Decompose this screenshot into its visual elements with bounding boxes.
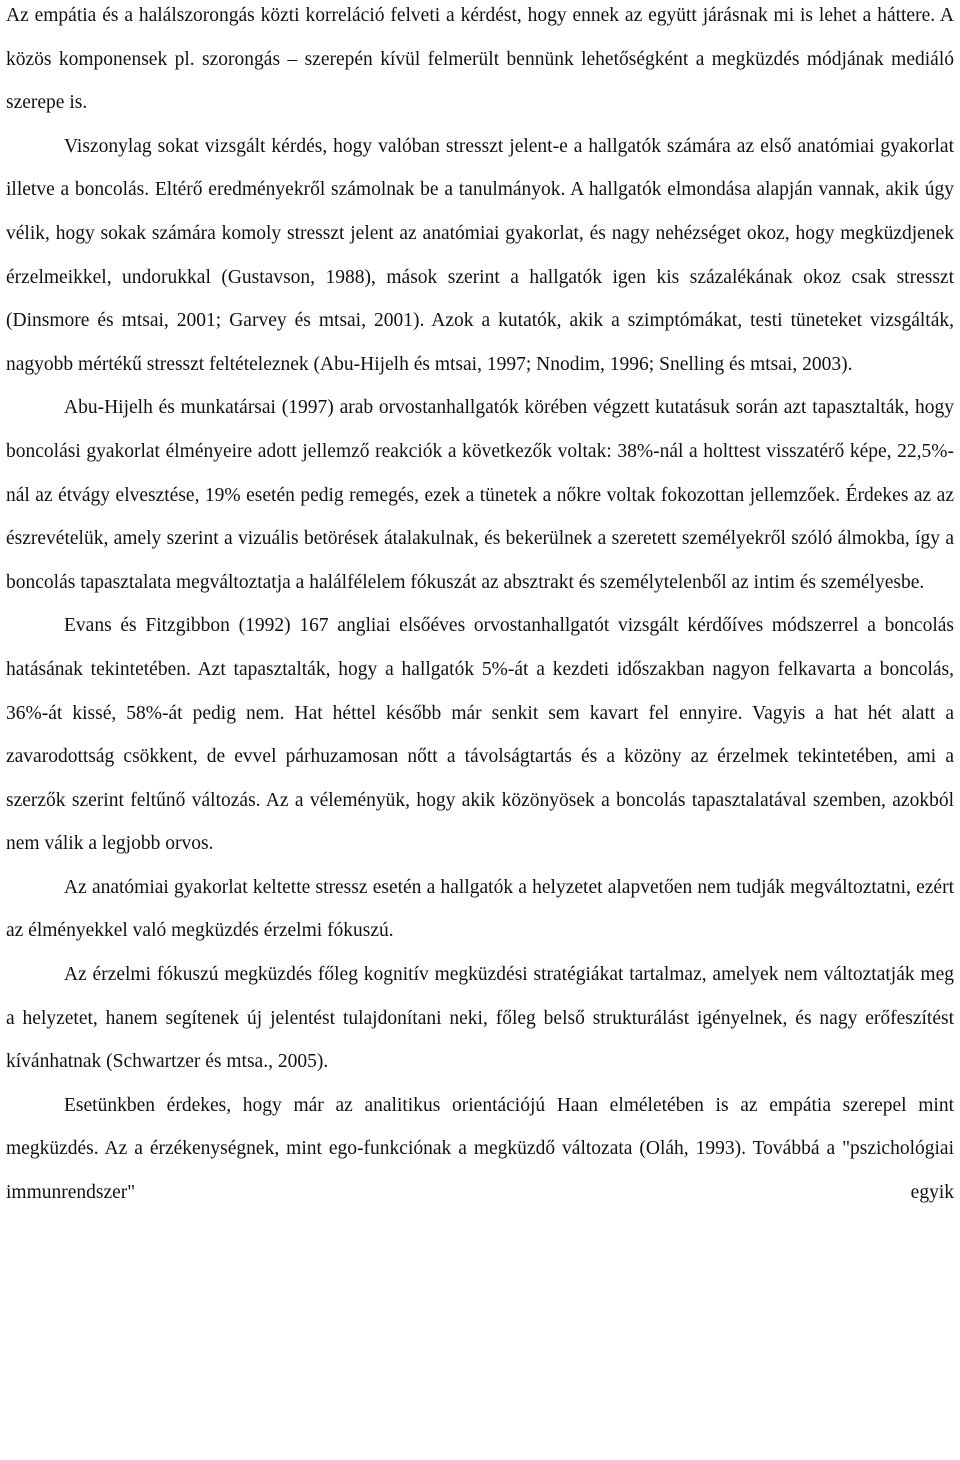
paragraph-5: Az anatómiai gyakorlat keltette stressz esetén a hallgatók a helyzetet alapvetően nem tudják megváltoztatni, ezért az élményekkel való megküzdés érzelmi fókuszú.	[6, 876, 954, 942]
paragraph-1: Az empátia és a halálszorongás közti korreláció felveti a kérdést, hogy ennek az együtt járásnak mi is lehet a háttere. A közös komponensek pl. szorongás – szerepén kívül felmerült bennünk lehetőségként a megküzdés módjának mediáló szerepe is.	[6, 5, 954, 114]
paragraph-6: Az érzelmi fókuszú megküzdés főleg kognitív megküzdési stratégiákat tartalmaz, amelyek nem változtatják meg a helyzetet, hanem segítenek új jelentést tulajdonítani neki, főleg belső strukturálást igényelnek, és nagy erőfeszítést kívánhatnak (Schwartzer és mtsa., 2005).	[6, 964, 954, 1073]
paragraph-4: Evans és Fitzgibbon (1992) 167 angliai elsőéves orvostanhallgatót vizsgált kérdőíves módszerrel a boncolás hatásának tekintetében. Azt tapasztalták, hogy a hallgatók 5%-át a kezdeti időszakban nagyon felkavarta a boncolás, 36%-át kissé, 58%-át pedig nem. Hat héttel később már senkit sem kavart fel ennyire. Vagyis a hat hét alatt a zavarodottság csökkent, de evvel párhuzamosan nőtt a távolságtartás és a közöny az érzelmek tekintetében, ami a szerzők szerint feltűnő változás. Az a véleményük, hogy akik közönyösek a boncolás tapasztalatával szemben, azokból nem válik a legjobb orvos.	[6, 615, 954, 855]
paragraph-3: Abu-Hijelh és munkatársai (1997) arab orvostanhallgatók körében végzett kutatásuk során azt tapasztalták, hogy boncolási gyakorlat élményeire adott jellemző reakciók a következők voltak: 38%-nál a holttest visszatérő képe, 22,5%-nál az étvágy elvesztése, 19% esetén pedig remegés, ezek a tünetek a nőkre voltak fokozottan jellemzőek. Érdekes az az észrevételük, amely szerint a vizuális betörések átalakulnak, és bekerülnek a szeretett személyekről szóló álmokba, így a boncolás tapasztalata megváltoztatja a halálfélelem fókuszát az absztrakt és személytelenből az intim és személyesbe.	[6, 397, 954, 593]
paragraph-7: Esetünkben érdekes, hogy már az analitikus orientációjú Haan elméletében is az empátia szerepel mint megküzdés. Az a érzékenységnek, mint ego-funkciónak a megküzdő változata (Oláh, 1993). Továbbá a "pszichológiai immunrendszer" egyik	[6, 1094, 954, 1204]
document-page	[6, 0, 954, 1215]
paragraph-2: Viszonylag sokat vizsgált kérdés, hogy valóban stresszt jelent-e a hallgatók számára az első anatómiai gyakorlat illetve a boncolás. Eltérő eredményekről számolnak be a tanulmányok. A hallgatók elmondása alapján vannak, akik úgy vélik, hogy sokak számára komoly stresszt jelent az anatómiai gyakorlat, és nagy nehézséget okoz, hogy megküzdjenek érzelmeikkel, undorukkal (Gustavson, 1988), mások szerint a hallgatók igen kis százalékának okoz csak stresszt (Dinsmore és mtsai, 2001; Garvey és mtsai, 2001). Azok a kutatók, akik a szimptómákat, testi tüneteket vizsgálták, nagyobb mértékű stresszt feltételeznek (Abu-Hijelh és mtsai, 1997; Nnodim, 1996; Snelling és mtsai, 2003).	[6, 135, 954, 375]
